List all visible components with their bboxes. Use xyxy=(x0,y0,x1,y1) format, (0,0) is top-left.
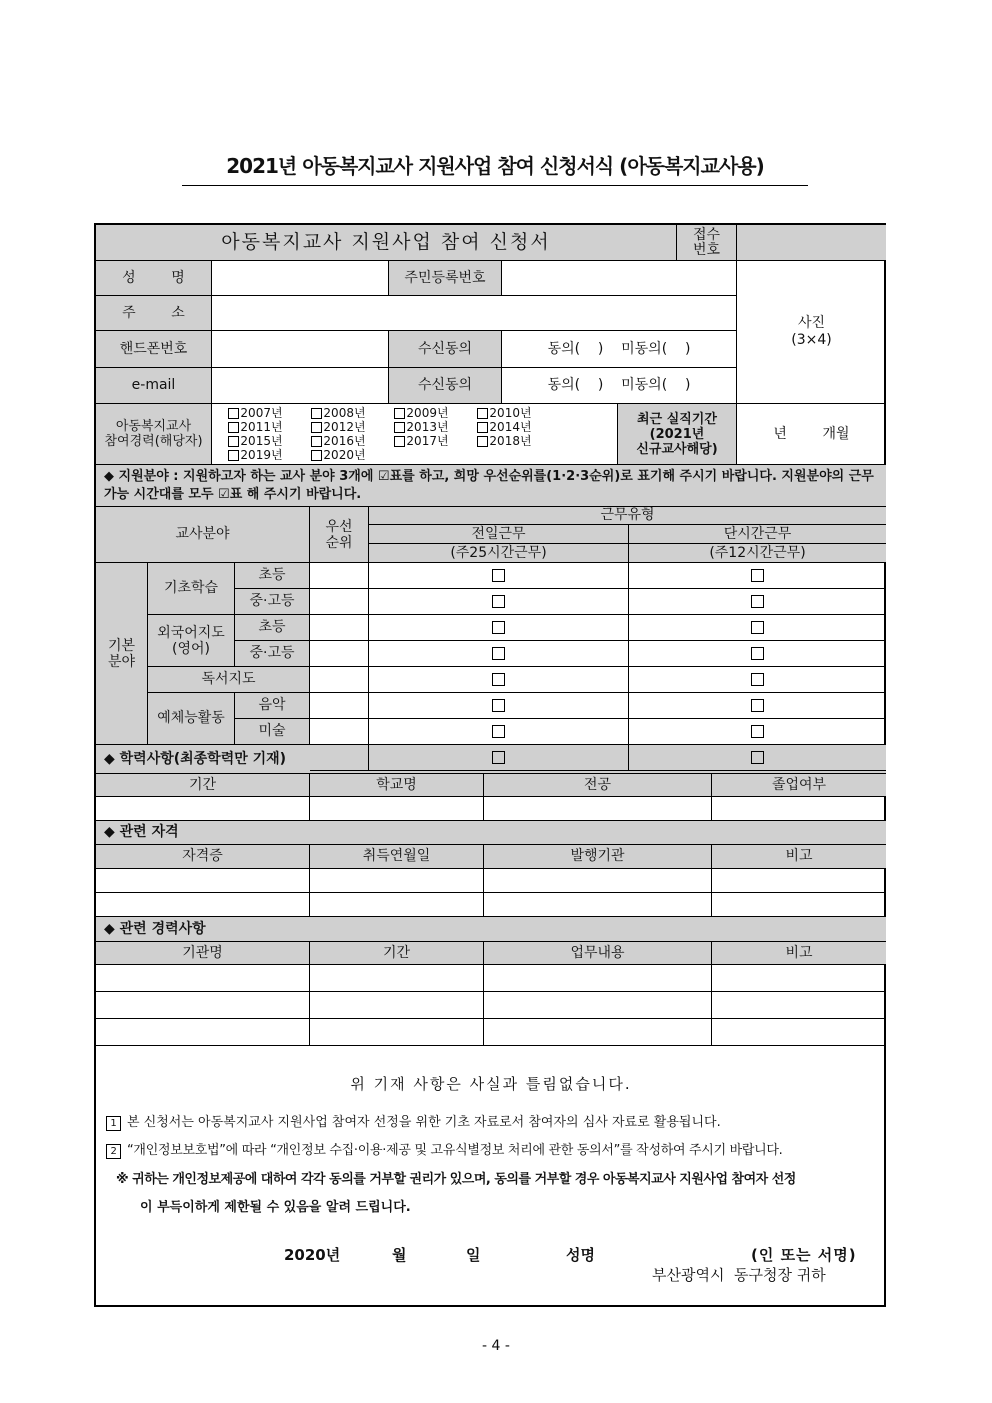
part-time-checkbox[interactable] xyxy=(629,641,886,667)
checkbox-icon[interactable] xyxy=(477,408,488,419)
foreign-language-label: 외국어지도 (영어) xyxy=(148,615,235,667)
checkbox-icon[interactable] xyxy=(492,725,505,738)
career-cell[interactable] xyxy=(310,1019,484,1046)
date-day: 일 xyxy=(466,1246,481,1264)
note-1 xyxy=(106,1111,884,1131)
addressee: 부산광역시 동구청장 귀하 xyxy=(652,1266,826,1284)
year-label: 2015년 xyxy=(240,434,283,448)
part-time-checkbox[interactable] xyxy=(629,667,886,693)
year-option[interactable] xyxy=(463,434,546,448)
full-time-checkbox[interactable] xyxy=(369,667,629,693)
field-notice: ◆ 지원분야 : 지원하고자 하는 교사 분야 3개에 ☑표를 하고, 희망 우선순위를(1·2·3순위)로 표기해 주시기 바랍니다. 지원분야의 근무 가능 시간대를 모두 ☑표 해 주시기 바랍니다. xyxy=(96,465,886,507)
checkbox-icon[interactable] xyxy=(311,450,322,461)
career-section-title: ◆ 관련 경력사항 xyxy=(96,917,886,942)
note-1-number: 1 xyxy=(106,1116,121,1131)
reading-label: 독서지도 xyxy=(148,667,310,693)
checkbox-icon[interactable] xyxy=(492,699,505,712)
career-cell[interactable] xyxy=(96,965,310,992)
name-label: 성 명 xyxy=(96,261,212,296)
seal-label[interactable]: (인 또는 서명) xyxy=(751,1246,857,1264)
checkbox-icon[interactable] xyxy=(751,621,764,634)
year-option[interactable] xyxy=(380,420,463,434)
checkbox-icon[interactable] xyxy=(477,436,488,447)
checkbox-icon[interactable] xyxy=(228,422,239,433)
checkbox-icon[interactable] xyxy=(228,436,239,447)
full-time-checkbox[interactable] xyxy=(369,563,629,589)
education-cell[interactable] xyxy=(310,797,484,821)
career-cell[interactable] xyxy=(96,1019,310,1046)
education-header: 졸업여부 xyxy=(712,774,886,797)
checkbox-icon[interactable] xyxy=(492,569,505,582)
photo-box: 사진 (3×4) xyxy=(737,261,886,404)
year-label: 2012년 xyxy=(323,420,366,434)
year-option[interactable] xyxy=(214,448,297,462)
year-label: 2016년 xyxy=(323,434,366,448)
checkbox-icon[interactable] xyxy=(751,725,764,738)
year-label: 2011년 xyxy=(240,420,283,434)
priority-field[interactable] xyxy=(310,745,369,771)
career-cell[interactable] xyxy=(712,1019,886,1046)
checkbox-icon[interactable] xyxy=(311,408,322,419)
year-label: 2020년 xyxy=(323,448,366,462)
priority-field[interactable] xyxy=(310,589,369,615)
education-cell[interactable] xyxy=(712,797,886,821)
checkbox-icon[interactable] xyxy=(751,699,764,712)
year-option[interactable] xyxy=(297,420,380,434)
license-header: 취득연월일 xyxy=(310,845,484,869)
year-option[interactable] xyxy=(380,406,463,420)
experience-years xyxy=(212,404,618,465)
full-time-checkbox[interactable] xyxy=(369,641,629,667)
career-header: 기관명 xyxy=(96,942,310,965)
license-cell[interactable] xyxy=(310,893,484,917)
email-field[interactable] xyxy=(212,368,389,404)
year-option[interactable] xyxy=(297,434,380,448)
experience-years-grid xyxy=(214,406,546,462)
year-label: 2018년 xyxy=(489,434,532,448)
date-month: 월 xyxy=(392,1246,407,1264)
checkbox-icon[interactable] xyxy=(751,647,764,660)
part-time-checkbox[interactable] xyxy=(629,745,886,771)
education-header: 학교명 xyxy=(310,774,484,797)
email-consent-label: 수신동의 xyxy=(389,368,502,404)
full-time-checkbox[interactable] xyxy=(369,615,629,641)
experience-label: 아동복지교사 참여경력(해당자) xyxy=(96,404,212,465)
priority-field[interactable] xyxy=(310,641,369,667)
year-label: 2014년 xyxy=(489,420,532,434)
full-time-checkbox[interactable] xyxy=(369,589,629,615)
foreign-middle-high-label: 중·고등 xyxy=(235,641,310,667)
career-cell[interactable] xyxy=(310,965,484,992)
career-cell[interactable] xyxy=(96,992,310,1019)
license-cell[interactable] xyxy=(96,869,310,893)
career-cell[interactable] xyxy=(484,992,712,1019)
note-3-line-2: 이 부득이하게 제한될 수 있음을 알려 드립니다. xyxy=(140,1200,411,1215)
phone-field[interactable] xyxy=(212,331,389,368)
confirmation-text: 위 기재 사항은 사실과 틀림없습니다. xyxy=(350,1075,632,1093)
page-title: 2021년 아동복지교사 지원사업 참여 신청서식 (아동복지교사용) xyxy=(182,150,808,186)
career-cell[interactable] xyxy=(484,965,712,992)
rrn-label: 주민등록번호 xyxy=(389,261,502,296)
career-cell[interactable] xyxy=(712,965,886,992)
career-cell[interactable] xyxy=(310,992,484,1019)
full-time-checkbox[interactable] xyxy=(369,745,629,771)
form-title: 아동복지교사 지원사업 참여 신청서 xyxy=(96,225,677,261)
checkbox-icon[interactable] xyxy=(492,751,505,764)
year-option[interactable] xyxy=(297,406,380,420)
foreign-elementary-label: 초등 xyxy=(235,615,310,641)
note-2-number: 2 xyxy=(106,1144,121,1159)
checkbox-icon[interactable] xyxy=(394,436,405,447)
full-time-checkbox[interactable] xyxy=(369,719,629,745)
phone-label: 핸드폰번호 xyxy=(96,331,212,368)
checkbox-icon[interactable] xyxy=(492,647,505,660)
receipt-number-field[interactable] xyxy=(737,225,886,261)
career-cell[interactable] xyxy=(484,1019,712,1046)
signature-label: 성명 xyxy=(566,1246,595,1264)
license-cell[interactable] xyxy=(712,869,886,893)
priority-field[interactable] xyxy=(310,719,369,745)
part-time-checkbox[interactable] xyxy=(629,563,886,589)
part-time-checkbox[interactable] xyxy=(629,693,886,719)
address-field[interactable] xyxy=(212,296,737,331)
license-cell[interactable] xyxy=(712,893,886,917)
year-option[interactable] xyxy=(380,434,463,448)
checkbox-icon[interactable] xyxy=(228,450,239,461)
license-cell[interactable] xyxy=(484,893,712,917)
license-header: 자격증 xyxy=(96,845,310,869)
year-label: 2019년 xyxy=(240,448,283,462)
year-option[interactable] xyxy=(214,420,297,434)
work-type-header: 근무유형 xyxy=(369,507,886,525)
year-option[interactable] xyxy=(463,406,546,420)
checkbox-icon[interactable] xyxy=(394,408,405,419)
checkbox-icon[interactable] xyxy=(492,595,505,608)
priority-field[interactable] xyxy=(310,615,369,641)
checkbox-icon[interactable] xyxy=(751,569,764,582)
art-label: 미술 xyxy=(235,719,310,745)
license-cell[interactable] xyxy=(96,893,310,917)
sms-consent-label: 수신동의 xyxy=(389,331,502,368)
page-number: - 4 - xyxy=(482,1338,510,1354)
receipt-number-label: 접수 번호 xyxy=(677,225,737,261)
year-label: 2013년 xyxy=(406,420,449,434)
year-option[interactable] xyxy=(297,448,380,462)
note-2 xyxy=(106,1139,884,1159)
full-time-checkbox[interactable] xyxy=(369,693,629,719)
note-1-text: 본 신청서는 아동복지교사 지원사업 참여자 선정을 위한 기초 자료로서 참여자의 심사 자료로 활용됩니다. xyxy=(127,1115,721,1130)
part-time-sub-header: (주12시간근무) xyxy=(629,544,886,563)
education-header: 기간 xyxy=(96,774,310,797)
year-label: 2007년 xyxy=(240,406,283,420)
address-label: 주 소 xyxy=(96,296,212,331)
part-time-header: 단시간근무 xyxy=(629,525,886,544)
application-form xyxy=(94,223,886,1307)
year-label: 2009년 xyxy=(406,406,449,420)
career-cell[interactable] xyxy=(712,992,886,1019)
year-label: 2010년 xyxy=(489,406,532,420)
education-header: 전공 xyxy=(484,774,712,797)
education-cell[interactable] xyxy=(484,797,712,821)
music-label: 음악 xyxy=(235,693,310,719)
part-time-checkbox[interactable] xyxy=(629,589,886,615)
career-header: 기간 xyxy=(310,942,484,965)
basic-field-label: 기본 분야 xyxy=(96,563,148,745)
license-header: 발행기관 xyxy=(484,845,712,869)
date-year: 2020년 xyxy=(284,1246,341,1264)
basic-elementary-label: 초등 xyxy=(235,563,310,589)
year-label: 2008년 xyxy=(323,406,366,420)
year-option[interactable] xyxy=(463,420,546,434)
license-header: 비고 xyxy=(712,845,886,869)
full-time-header: 전일근무 xyxy=(369,525,629,544)
rrn-field[interactable] xyxy=(502,261,737,296)
license-cell[interactable] xyxy=(310,869,484,893)
name-field[interactable] xyxy=(212,261,389,296)
recent-period-label: 최근 실직기간 (2021년 신규교사해당) xyxy=(618,404,737,465)
email-consent-options[interactable]: 동의( ) 미동의( ) xyxy=(502,368,737,404)
career-header: 비고 xyxy=(712,942,886,965)
arts-label: 예체능활동 xyxy=(148,693,235,745)
teacher-field-header: 교사분야 xyxy=(96,507,310,563)
education-section-title: ◆ 학력사항(최종학력만 기재) xyxy=(96,745,886,774)
priority-header: 우선 순위 xyxy=(310,507,369,563)
checkbox-icon[interactable] xyxy=(751,673,764,686)
year-option[interactable] xyxy=(214,406,297,420)
year-option[interactable] xyxy=(214,434,297,448)
checkbox-icon[interactable] xyxy=(311,436,322,447)
checkbox-icon[interactable] xyxy=(492,673,505,686)
part-time-checkbox[interactable] xyxy=(629,615,886,641)
priority-field[interactable] xyxy=(310,667,369,693)
education-cell[interactable] xyxy=(96,797,310,821)
part-time-checkbox[interactable] xyxy=(629,719,886,745)
license-section-title: ◆ 관련 자격 xyxy=(96,821,886,845)
license-cell[interactable] xyxy=(484,869,712,893)
full-time-sub-header: (주25시간근무) xyxy=(369,544,629,563)
basic-learning-label: 기초학습 xyxy=(148,563,235,615)
checkbox-icon[interactable] xyxy=(228,408,239,419)
sms-consent-options[interactable]: 동의( ) 미동의( ) xyxy=(502,331,737,368)
checkbox-icon[interactable] xyxy=(492,621,505,634)
priority-field[interactable] xyxy=(310,693,369,719)
recent-period-value[interactable]: 년 개월 xyxy=(737,404,886,465)
year-label: 2017년 xyxy=(406,434,449,448)
priority-field[interactable] xyxy=(310,563,369,589)
checkbox-icon[interactable] xyxy=(311,422,322,433)
career-header: 업무내용 xyxy=(484,942,712,965)
checkbox-icon[interactable] xyxy=(751,751,764,764)
checkbox-icon[interactable] xyxy=(751,595,764,608)
checkbox-icon[interactable] xyxy=(394,422,405,433)
note-3-line-1: ※ 귀하는 개인정보제공에 대하여 각각 동의를 거부할 권리가 있으며, 동의를 거부할 경우 아동복지교사 지원사업 참여자 선정 xyxy=(116,1172,796,1187)
note-2-text: “개인정보보호법”에 따라 “개인정보 수집·이용·제공 및 고유식별정보 처리에 관한 동의서”를 작성하여 주시기 바랍니다. xyxy=(127,1143,783,1158)
checkbox-icon[interactable] xyxy=(477,422,488,433)
basic-middle-high-label: 중·고등 xyxy=(235,589,310,615)
email-label: e-mail xyxy=(96,368,212,404)
